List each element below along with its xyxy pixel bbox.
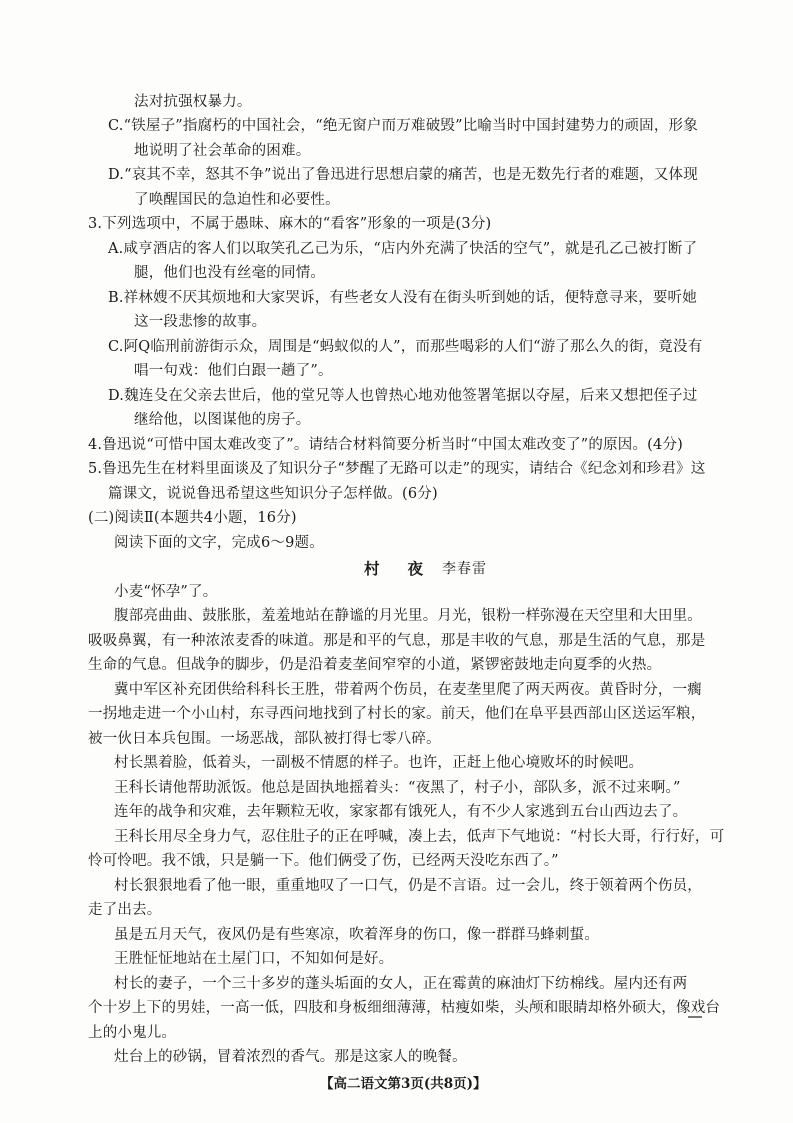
text-line: 生命的气息。但战争的脚步，仍是沿着麦垄间窄窄的小道，紧锣密鼓地走向夏季的火热。 — [88, 657, 662, 673]
story-paragraph: 灶台上的砂锅，冒着浓烈的香气。那是这家人的晚餐。 — [114, 1049, 467, 1065]
question-5: 5.鲁迅先生在材料里面谈及了知识分子“梦醒了无路可以走”的现实，请结合《纪念刘和珍君》这 — [88, 461, 706, 477]
story-paragraph: 村长黑着脸，低着头，一副极不情愿的样子。也许，正赶上他心境败坏的时候吧。 — [114, 755, 644, 771]
story-title-part2: 夜 — [407, 559, 426, 578]
text-line: A.咸亨酒店的客人们以取笑孔乙己为乐，“店内外充满了快活的空气”，就是孔乙己被打断了 — [108, 241, 698, 257]
section-instruction: 阅读下面的文字，完成6～9题。 — [114, 535, 324, 551]
story-paragraph: 冀中军区补充团供给科科长王胜，带着两个伤员，在麦垄里爬了两天两夜。黄昏时分，一瘸 — [114, 682, 702, 698]
story-title-part1: 村 — [364, 559, 382, 578]
text-line: 腿，他们也没有丝毫的同情。 — [134, 265, 326, 281]
text-line: 继给他，以图谋他的房子。 — [134, 412, 311, 428]
text-line: 篇课文，说说鲁迅希望这些知识分子怎样做。(6分) — [108, 486, 438, 502]
story-paragraph: 腹部亮曲曲、鼓胀胀，羞羞地站在静谧的月光里。月光，银粉一样弥漫在天空里和大田里。 — [114, 608, 702, 624]
text-line: D.魏连殳在父亲去世后，他的堂兄等人也曾热心地劝他签署笔据以夺屋，后来又想把侄子过 — [108, 388, 698, 404]
story-author: 李春雷 — [442, 561, 487, 577]
story-paragraph: 虽是五月天气，夜风仍是有些寒凉，吹着浑身的伤口，像一群群马蜂刺蜇。 — [114, 927, 600, 943]
text-line: 一拐地走进一个小山村，东寻西问地找到了村长的家。前天，他们在阜平县西部山区送运军粮， — [88, 706, 706, 722]
page-footer: 【高二语文第3页(共8页)】 — [320, 1076, 487, 1092]
question-4: 4.鲁迅说“可惜中国太难改变了”。请结合材料简要分析当时“中国太难改变了”的原因。(4分) — [88, 437, 684, 453]
question-3: 3.下列选项中，不属于愚昧、麻木的“看客”形象的一项是(3分) — [88, 216, 492, 232]
text-line: 个十岁上下的男娃，一高一低，四肢和身板细细薄薄，枯瘦如柴，头颅和眼睛却格外硕大，像戏台 — [88, 1000, 721, 1016]
text-line: C.阿Q临刑前游街示众，周围是“蚂蚁似的人”，而那些喝彩的人们“游了那么久的街，竟没有 — [108, 339, 703, 355]
story-paragraph: 连年的战争和灾难，去年颗粒无收，家家都有饿死人，有不少人家逃到五台山西边去了。 — [114, 804, 688, 820]
text-line: 吸吸鼻翼，有一种浓浓麦香的味道。那是和平的气息，那是丰收的气息，那是生活的气息，那是 — [88, 633, 706, 649]
text-line: 上的小鬼儿。 — [88, 1025, 177, 1041]
text-line: 这一段悲惨的故事。 — [134, 314, 267, 330]
story-paragraph: 王科长用尽全身力气，忍住肚子的正在呼喊，凑上去，低声下气地说：“村长大哥，行行好，可 — [114, 829, 725, 845]
story-paragraph: 小麦“怀孕”了。 — [114, 584, 218, 600]
story-title — [364, 557, 425, 579]
text-line: C.“铁屋子”指腐朽的中国社会，“绝无窗户而万难破毁”比喻当时中国封建势力的顽固，形象 — [108, 118, 698, 134]
text-line: 地说明了社会革命的困难。 — [134, 143, 311, 159]
text-line: 被一伙日本兵包围。一场恶战，部队被打得七零八碎。 — [88, 731, 441, 747]
story-paragraph: 王胜怔怔地站在土屋门口，不知如何是好。 — [114, 951, 394, 967]
text-line: 了唤醒国民的急迫性和必要性。 — [134, 192, 340, 208]
text-line: 走了出去。 — [88, 902, 162, 918]
section-heading: (二)阅读Ⅱ(本题共4小题，16分) — [88, 510, 297, 526]
text-line: 唱一句戏：他们白跟一趟了”。 — [134, 363, 333, 379]
scan-mark — [688, 1016, 702, 1018]
text-line: 怜可怜吧。我不饿，只是躺一下。他们俩受了伤，已经两天没吃东西了。” — [88, 853, 559, 869]
story-paragraph: 村长狠狠地看了他一眼，重重地叹了一口气，仍是不言语。过一会儿，终于领着两个伤员， — [114, 878, 702, 894]
text-line: D.“哀其不幸，怒其不争”说出了鲁迅进行思想启蒙的痛苦，也是无数先行者的难题，又体现 — [108, 167, 698, 183]
text-line: B.祥林嫂不厌其烦地和大家哭诉，有些老女人没有在街头听到她的话，便特意寻来，要听她 — [108, 290, 697, 306]
story-paragraph: 村长的妻子，一个三十多岁的蓬头垢面的女人，正在霉黄的麻油灯下纺棉线。屋内还有两 — [114, 976, 688, 992]
text-line: 法对抗强权暴力。 — [134, 94, 252, 110]
story-paragraph: 王科长请他帮助派饭。他总是固执地摇着头：“夜黑了，村子小，部队多，派不过来啊。” — [114, 780, 681, 796]
